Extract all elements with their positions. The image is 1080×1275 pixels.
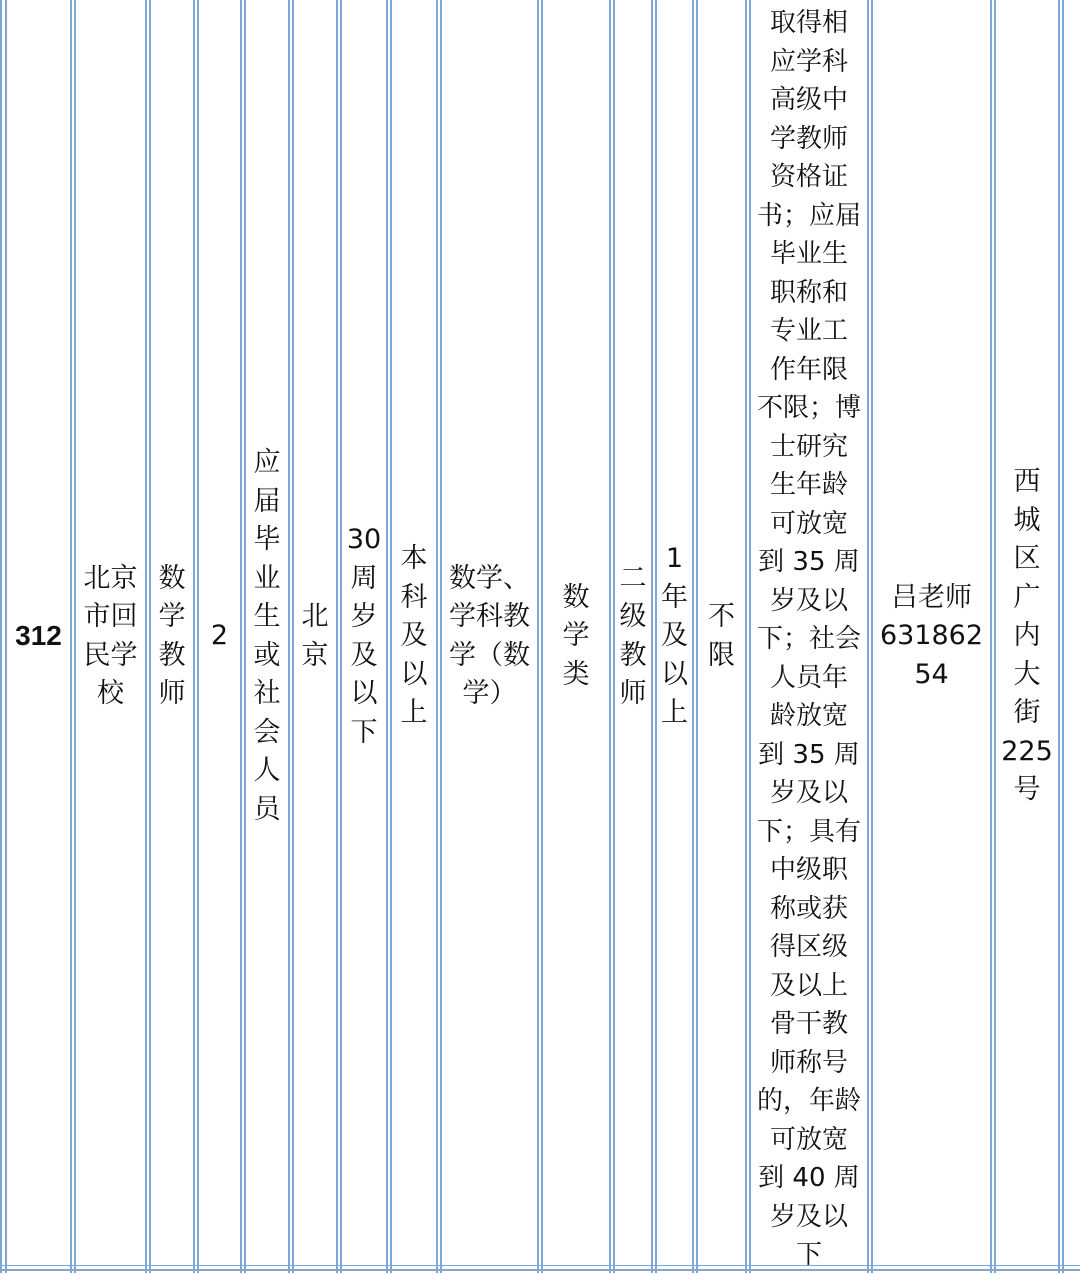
cell-address-text: 西 城 区 广 内 大 街 225 号 — [1001, 466, 1053, 806]
cell-title-text: 二 级 教 师 — [619, 562, 647, 709]
cell-contact — [873, 0, 990, 1273]
cell-hukou-text: 北 京 — [301, 601, 329, 671]
grid-line — [990, 0, 992, 1273]
cell-count — [199, 0, 240, 1273]
grid-line — [1058, 0, 1060, 1273]
cell-count-text: 2 — [210, 620, 229, 652]
cell-position — [151, 0, 193, 1273]
grid-line — [651, 0, 653, 1273]
cell-unit — [76, 0, 145, 1273]
cell-major-category — [543, 0, 609, 1273]
cell-age — [342, 0, 386, 1273]
grid-line — [692, 0, 694, 1273]
grid-line — [436, 0, 438, 1273]
grid-line — [70, 0, 72, 1273]
cell-title — [615, 0, 651, 1273]
cell-politics-text: 不 限 — [708, 601, 735, 671]
cell-requirements-text: 取得相 应学科 高级中 学教师 资格证 书；应届 毕业生 职称和 专业工 作年限 不限；博 士研究 生年龄 可放宽 到 35 周 岁及以 下；社会 人员年 龄放宽 到 35 周 岁及以 下；具有 中级职 称或获 得区级 及以上 骨干教 师称号 的，年龄 可放宽 到 40 周 岁及以 下 — [756, 8, 861, 1271]
cell-major — [442, 0, 537, 1273]
cell-address — [996, 0, 1058, 1273]
grid-line — [609, 0, 611, 1273]
cell-requirements — [751, 0, 867, 1273]
cell-id-text: 312 — [15, 620, 62, 652]
grid-line — [145, 0, 147, 1273]
grid-line — [288, 0, 290, 1273]
cell-unit-text: 北京 市回 民学 校 — [83, 562, 138, 709]
grid-line — [1062, 0, 1064, 1273]
cell-politics — [698, 0, 745, 1273]
cell-age-text: 30 周 岁 及 以 下 — [346, 524, 382, 748]
cell-source — [246, 0, 288, 1273]
cell-id — [7, 0, 70, 1273]
cell-education-text: 本 科 及 以 上 — [400, 543, 428, 729]
grid-line — [240, 0, 242, 1273]
grid-line — [193, 0, 195, 1273]
grid-line — [745, 0, 747, 1273]
cell-major-text: 数学、 学科教 学（数 学） — [449, 562, 530, 709]
cell-education — [392, 0, 436, 1273]
cell-experience-text: 1 年 及 以 上 — [661, 543, 688, 729]
grid-line — [0, 0, 2, 1273]
cell-hukou — [294, 0, 336, 1273]
grid-line — [537, 0, 539, 1273]
grid-line — [336, 0, 338, 1273]
grid-line — [386, 0, 388, 1273]
grid-line — [867, 0, 869, 1273]
cell-position-text: 数 学 教 师 — [158, 562, 186, 709]
cell-source-text: 应 届 毕 业 生 或 社 会 人 员 — [253, 447, 281, 825]
cell-experience — [657, 0, 692, 1273]
cell-contact-text: 吕老师 631862 54 — [879, 581, 984, 690]
cell-major-category-text: 数 学 类 — [562, 581, 590, 690]
